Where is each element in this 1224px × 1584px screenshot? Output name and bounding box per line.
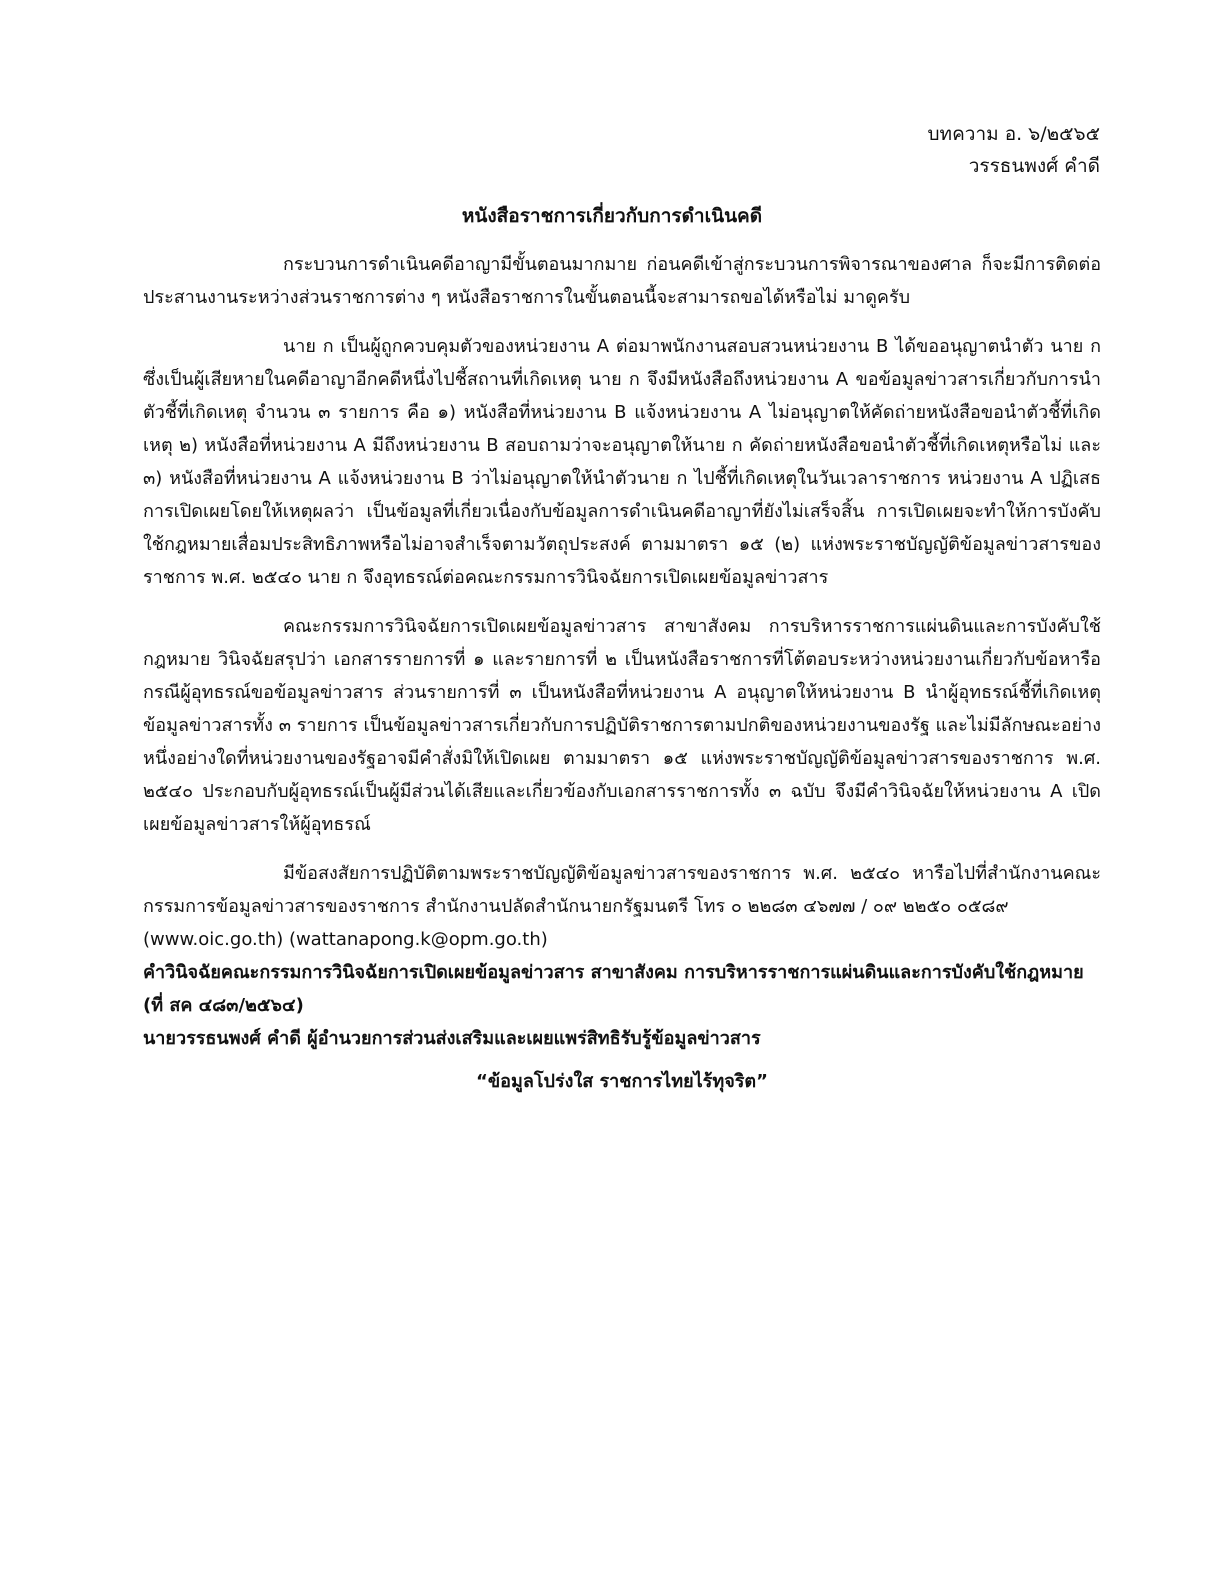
- header-reference: [928, 118, 1101, 182]
- slogan: “ข้อมูลโปร่งใส ราชการไทยไร้ทุจริต”: [476, 1071, 768, 1092]
- article-ref: บทความ อ. ๖/๒๕๖๕: [927, 123, 1100, 145]
- document-body: [143, 248, 1101, 1098]
- decision-citation: คำวินิจฉัยคณะกรรมการวินิจฉัยการเปิดเผยข้อมูลข่าวสาร สาขาสังคม การบริหารราชการแผ่นดินและการบังคับใช้กฎหมาย (ที่ สค ๔๘๓/๒๕๖๔): [143, 962, 1084, 1016]
- author-signature: นายวรรธนพงศ์ คำดี ผู้อำนวยการส่วนส่งเสริมและเผยแพร่สิทธิรับรู้ข้อมูลข่าวสาร: [143, 1028, 761, 1049]
- facts-paragraph: นาย ก เป็นผู้ถูกควบคุมตัวของหน่วยงาน A ต่อมาพนักงานสอบสวนหน่วยงาน B ได้ขออนุญาตนำตัว นาย ก ซึ่งเป็นผู้เสียหายในคดีอาญาอีกคดีหนึ่งไปชี้สถานที่เกิดเหตุ นาย ก จึงมีหนังสือถึงหน่วยงาน A ขอข้อมูลข่าวสารเกี่ยวกับการนำตัวชี้ที่เกิดเหตุ จำนวน ๓ รายการ คือ ๑) หนังสือที่หน่วยงาน B แจ้งหน่วยงาน A ไม่อนุญาตให้คัดถ่ายหนังสือขอนำตัวชี้ที่เกิดเหตุ ๒) หนังสือที่หน่วยงาน A มีถึงหน่วยงาน B สอบถามว่าจะอนุญาตให้นาย ก คัดถ่ายหนังสือขอนำตัวชี้ที่เกิดเหตุหรือไม่ และ ๓) หนังสือที่หน่วยงาน A แจ้งหน่วยงาน B ว่าไม่อนุญาตให้นำตัวนาย ก ไปชี้ที่เกิดเหตุในวันเวลาราชการ หน่วยงาน A ปฏิเสธการเปิดเผยโดยให้เหตุผลว่า เป็นข้อมูลที่เกี่ยวเนื่องกับข้อมูลการดำเนินคดีอาญาที่ยังไม่เสร็จสิ้น การเปิดเผยจะทำให้การบังคับใช้กฎหมายเสื่อมประสิทธิภาพหรือไม่อาจสำเร็จตามวัตถุประสงค์ ตามมาตรา ๑๕ (๒) แห่งพระราชบัญญัติข้อมูลข่าวสารของราชการ พ.ศ. ๒๕๔๐ นาย ก จึงอุทธรณ์ต่อคณะกรรมการวินิจฉัยการเปิดเผยข้อมูลข่าวสาร: [143, 336, 1101, 588]
- contact-paragraph: มีข้อสงสัยการปฏิบัติตามพระราชบัญญัติข้อมูลข่าวสารของราชการ พ.ศ. ๒๕๔๐ หารือไปที่สำนักงานคณะกรรมการข้อมูลข่าวสารของราชการ สำนักงานปลัดสำนักนายกรัฐมนตรี โทร ๐ ๒๒๘๓ ๔๖๗๗ / ๐๙ ๒๒๕๐ ๐๕๘๙: [143, 863, 1101, 917]
- intro-paragraph: กระบวนการดำเนินคดีอาญามีขั้นตอนมากมาย ก่อนคดีเข้าสู่กระบวนการพิจารณาของศาล ก็จะมีการติดต่อประสานงานระหว่างส่วนราชการต่าง ๆ หนังสือราชการในขั้นตอนนี้จะสามารถขอได้หรือไม่ มาดูครับ: [143, 254, 1101, 308]
- contact-links: (www.oic.go.th) (wattanapong.k@opm.go.th): [143, 929, 548, 950]
- author-name: วรรธนพงศ์ คำดี: [968, 155, 1100, 177]
- decision-paragraph: คณะกรรมการวินิจฉัยการเปิดเผยข้อมูลข่าวสาร สาขาสังคม การบริหารราชการแผ่นดินและการบังคับใช้กฎหมาย วินิจฉัยสรุปว่า เอกสารรายการที่ ๑ และรายการที่ ๒ เป็นหนังสือราชการที่โต้ตอบระหว่างหน่วยงานเกี่ยวกับข้อหารือกรณีผู้อุทธรณ์ขอข้อมูลข่าวสาร ส่วนรายการที่ ๓ เป็นหนังสือที่หน่วยงาน A อนุญาตให้หน่วยงาน B นำผู้อุทธรณ์ชี้ที่เกิดเหตุ ข้อมูลข่าวสารทั้ง ๓ รายการ เป็นข้อมูลข่าวสารเกี่ยวกับการปฏิบัติราชการตามปกติของหน่วยงานของรัฐ และไม่มีลักษณะอย่างหนึ่งอย่างใดที่หน่วยงานของรัฐอาจมีคำสั่งมิให้เปิดเผย ตามมาตรา ๑๕ แห่งพระราชบัญญัติข้อมูลข่าวสารของราชการ พ.ศ. ๒๕๔๐ ประกอบกับผู้อุทธรณ์เป็นผู้มีส่วนได้เสียและเกี่ยวข้องกับเอกสารราชการทั้ง ๓ ฉบับ จึงมีคำวินิจฉัยให้หน่วยงาน A เปิดเผยข้อมูลข่าวสารให้ผู้อุทธรณ์: [143, 616, 1101, 835]
- document-title: หนังสือราชการเกี่ยวกับการดำเนินคดี: [461, 205, 763, 227]
